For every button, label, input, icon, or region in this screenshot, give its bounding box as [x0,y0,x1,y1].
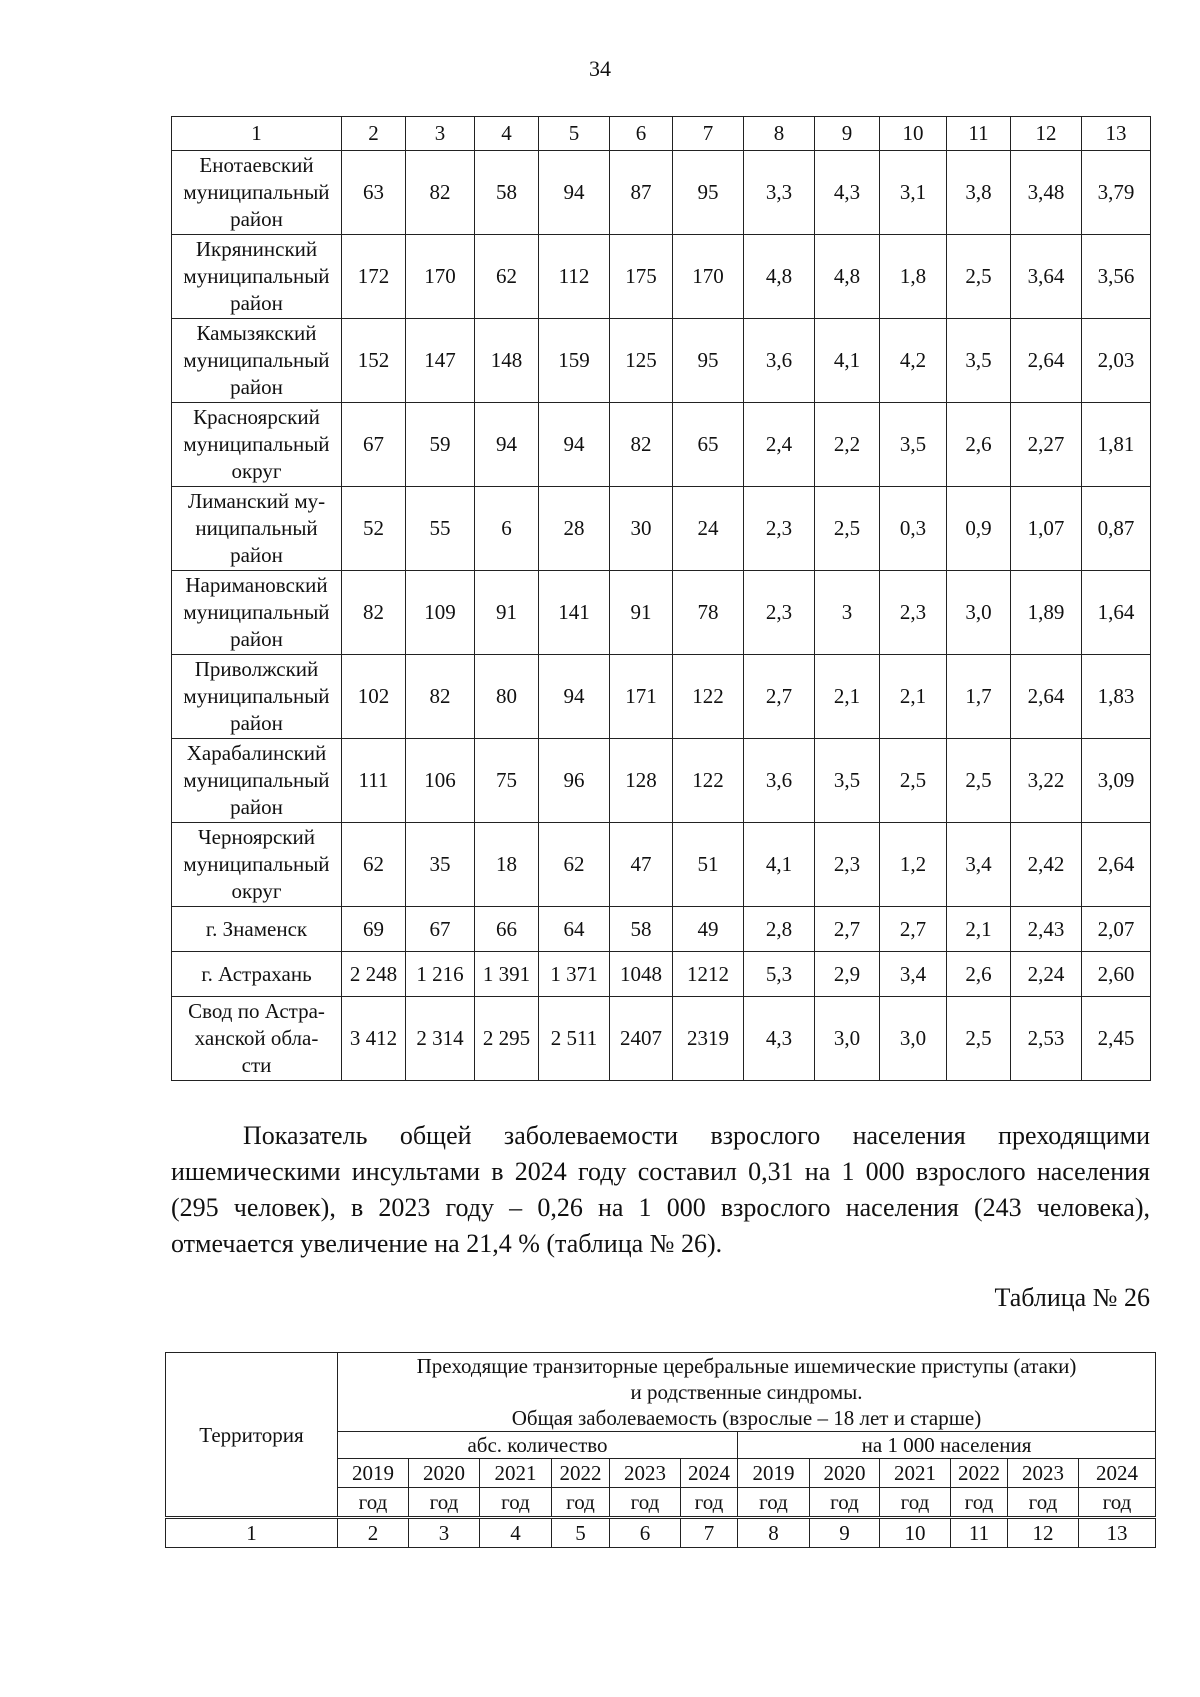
value-cell: 2,53 [1011,997,1082,1081]
value-cell: 65 [673,403,744,487]
value-cell: 2,1 [880,655,947,739]
table-title-line: Общая заболеваемость (взрослые – 18 лет и старше) [511,1406,982,1430]
value-cell: 122 [673,655,744,739]
column-number-cell: 9 [810,1518,880,1548]
table-title-line: Преходящие транзиторные церебральные ишемические приступы (атаки) [416,1354,1077,1378]
value-cell: 4,8 [744,235,815,319]
territory-name-line: район [230,543,283,567]
column-number-cell: 11 [947,117,1011,151]
year-cell: 2021 [880,1459,951,1488]
value-cell: 2 511 [539,997,610,1081]
value-cell: 2,27 [1011,403,1082,487]
year-suffix-cell: год [338,1488,409,1518]
value-cell: 2,60 [1082,952,1151,997]
value-cell: 3,3 [744,151,815,235]
value-cell: 152 [342,319,406,403]
value-cell: 171 [610,655,673,739]
value-cell: 1,81 [1082,403,1151,487]
year-suffix-cell: год [738,1488,810,1518]
territory-name-line: Приволжский [194,657,319,681]
year-cell: 2023 [610,1459,681,1488]
value-cell: 148 [475,319,539,403]
column-number-cell: 8 [738,1518,810,1548]
column-number-cell: 2 [338,1518,409,1548]
year-suffix-cell: год [552,1488,610,1518]
value-cell: 2,7 [744,655,815,739]
value-cell: 55 [406,487,475,571]
year-cell: 2019 [338,1459,409,1488]
territory-name-cell [172,151,342,235]
year-cell: 2019 [738,1459,810,1488]
body-paragraph: Показатель общей заболеваемости взрослого населения преходящими ишемическими инсультами в 2024 году составил 0,31 на 1 000 взрослого населения (295 человек), в 2023 году – 0,26 на 1 000 взрослого населения (243 человека), отмечается увеличение на 21,4 % (таблица № 26). [171,1121,1150,1258]
year-suffix-cell: год [1008,1488,1079,1518]
value-cell: 82 [610,403,673,487]
value-cell: 94 [475,403,539,487]
column-number-cell: 10 [880,1518,951,1548]
territory-name-cell [172,739,342,823]
value-cell: 94 [539,151,610,235]
territory-name-line: сти [241,1053,272,1077]
value-cell: 47 [610,823,673,907]
value-cell: 2,1 [947,907,1011,952]
value-cell: 2,64 [1011,655,1082,739]
column-number-cell: 13 [1082,117,1151,151]
column-number-cell: 13 [1079,1518,1156,1548]
table-title-cell [338,1353,1156,1432]
year-cell: 2022 [552,1459,610,1488]
value-cell: 4,1 [815,319,880,403]
value-cell: 2,3 [815,823,880,907]
territory-name-line: Лиманский му- [187,489,326,513]
year-suffix-cell: год [810,1488,880,1518]
table-title-line: и родственные синдромы. [630,1380,863,1404]
column-number-cell: 4 [480,1518,552,1548]
value-cell: 67 [406,907,475,952]
value-cell: 1,2 [880,823,947,907]
value-cell: 1,8 [880,235,947,319]
territory-name-cell [172,235,342,319]
value-cell: 94 [539,403,610,487]
value-cell: 3,5 [815,739,880,823]
year-cell: 2024 [1079,1459,1156,1488]
value-cell: 30 [610,487,673,571]
territory-name-line: г. Знаменск [205,916,308,941]
year-suffix-cell: год [880,1488,951,1518]
value-cell: 2,3 [744,487,815,571]
value-cell: 3,4 [880,952,947,997]
value-cell: 4,1 [744,823,815,907]
value-cell: 102 [342,655,406,739]
value-cell: 52 [342,487,406,571]
value-cell: 96 [539,739,610,823]
value-cell: 58 [610,907,673,952]
territory-name-line: район [230,627,283,651]
value-cell: 3,0 [815,997,880,1081]
value-cell: 2,42 [1011,823,1082,907]
value-cell: 62 [539,823,610,907]
table-row [172,571,1151,655]
column-number-cell: 9 [815,117,880,151]
incidence-table-continued [171,116,1151,1081]
territory-name-line: Наримановский [185,573,328,597]
territory-name-line: муниципальный [183,600,330,624]
value-cell: 3,79 [1082,151,1151,235]
value-cell: 2,3 [744,571,815,655]
territory-name-line: Харабалинский [186,741,327,765]
column-number-cell: 3 [409,1518,480,1548]
value-cell: 2,5 [815,487,880,571]
value-cell: 1 216 [406,952,475,997]
territory-name-line: Черноярский [198,825,315,849]
value-cell: 2,64 [1082,823,1151,907]
value-cell: 64 [539,907,610,952]
tia-incidence-table [165,1352,1156,1548]
territory-name-line: Енотаевский [199,153,314,177]
territory-name-line: округ [231,459,282,483]
territory-name-line: район [230,711,283,735]
value-cell: 3,5 [947,319,1011,403]
value-cell: 2,43 [1011,907,1082,952]
value-cell: 3,0 [947,571,1011,655]
value-cell: 2,7 [815,907,880,952]
territory-name-line: район [230,207,283,231]
value-cell: 80 [475,655,539,739]
value-cell: 3,56 [1082,235,1151,319]
value-cell: 2,4 [744,403,815,487]
value-cell: 1 371 [539,952,610,997]
year-suffix-cell: год [610,1488,681,1518]
value-cell: 1212 [673,952,744,997]
value-cell: 1,7 [947,655,1011,739]
value-cell: 51 [673,823,744,907]
value-cell: 91 [610,571,673,655]
territory-name-line: муниципальный [183,264,330,288]
value-cell: 3,0 [880,997,947,1081]
value-cell: 4,3 [815,151,880,235]
value-cell: 170 [406,235,475,319]
value-cell: 159 [539,319,610,403]
column-number-cell: 2 [342,117,406,151]
territory-name-line: муниципальный [183,852,330,876]
value-cell: 1,83 [1082,655,1151,739]
value-cell: 3 412 [342,997,406,1081]
value-cell: 2 314 [406,997,475,1081]
year-suffix-cell: год [1079,1488,1156,1518]
value-cell: 172 [342,235,406,319]
value-cell: 2,24 [1011,952,1082,997]
value-cell: 3,4 [947,823,1011,907]
value-cell: 3,1 [880,151,947,235]
year-suffix-cell: год [681,1488,738,1518]
value-cell: 4,8 [815,235,880,319]
value-cell: 82 [406,655,475,739]
year-cell: 2023 [1008,1459,1079,1488]
column-number-cell: 10 [880,117,947,151]
territory-name-cell [172,571,342,655]
value-cell: 3 [815,571,880,655]
page-number: 34 [589,56,611,81]
value-cell: 3,09 [1082,739,1151,823]
column-number-cell: 7 [673,117,744,151]
value-cell: 58 [475,151,539,235]
territory-name-line: Камызякский [196,321,317,345]
territory-header: Территория [166,1353,338,1518]
territory-name-line: Красноярский [193,405,320,429]
value-cell: 0,3 [880,487,947,571]
value-cell: 147 [406,319,475,403]
value-cell: 2 295 [475,997,539,1081]
value-cell: 109 [406,571,475,655]
column-number-row [166,1518,1156,1548]
table-row [172,952,1151,997]
table-row [172,487,1151,571]
year-cell: 2022 [951,1459,1008,1488]
value-cell: 82 [342,571,406,655]
value-cell: 62 [475,235,539,319]
value-cell: 0,9 [947,487,1011,571]
value-cell: 69 [342,907,406,952]
value-cell: 94 [539,655,610,739]
value-cell: 112 [539,235,610,319]
value-cell: 0,87 [1082,487,1151,571]
territory-name-cell [172,907,342,952]
value-cell: 2,03 [1082,319,1151,403]
value-cell: 2,2 [815,403,880,487]
value-cell: 49 [673,907,744,952]
table-row [172,739,1151,823]
territory-name-line: округ [231,879,282,903]
value-cell: 78 [673,571,744,655]
year-cell: 2020 [810,1459,880,1488]
table-row [172,235,1151,319]
value-cell: 141 [539,571,610,655]
territory-name-line: муниципальный [183,180,330,204]
column-number-cell: 12 [1011,117,1082,151]
value-cell: 3,6 [744,739,815,823]
value-cell: 2,5 [947,235,1011,319]
value-cell: 62 [342,823,406,907]
value-cell: 106 [406,739,475,823]
table-row [172,997,1151,1081]
value-cell: 125 [610,319,673,403]
value-cell: 6 [475,487,539,571]
territory-name-line: район [230,795,283,819]
territory-name-cell [172,655,342,739]
value-cell: 4,2 [880,319,947,403]
territory-name-line: г. Астрахань [201,961,312,986]
group-header-rate: на 1 000 населения [738,1432,1156,1459]
value-cell: 95 [673,151,744,235]
value-cell: 87 [610,151,673,235]
column-number-cell: 3 [406,117,475,151]
value-cell: 1,64 [1082,571,1151,655]
value-cell: 35 [406,823,475,907]
value-cell: 3,48 [1011,151,1082,235]
territory-name-cell [172,487,342,571]
value-cell: 122 [673,739,744,823]
territory-name-cell [172,952,342,997]
table-row [172,823,1151,907]
value-cell: 2,07 [1082,907,1151,952]
table-row [172,319,1151,403]
column-number-cell: 11 [951,1518,1008,1548]
territory-name-cell [172,997,342,1081]
value-cell: 170 [673,235,744,319]
territory-name-line: ниципальный [195,516,318,540]
value-cell: 2 248 [342,952,406,997]
year-suffix-cell: год [951,1488,1008,1518]
territory-name-line: муниципальный [183,432,330,456]
column-number-cell: 8 [744,117,815,151]
value-cell: 63 [342,151,406,235]
column-number-cell: 4 [475,117,539,151]
value-cell: 2,5 [880,739,947,823]
value-cell: 5,3 [744,952,815,997]
column-number-cell: 1 [166,1518,338,1548]
column-number-cell: 7 [681,1518,738,1548]
value-cell: 59 [406,403,475,487]
value-cell: 2,64 [1011,319,1082,403]
territory-name-cell [172,319,342,403]
value-cell: 3,6 [744,319,815,403]
value-cell: 3,5 [880,403,947,487]
column-number-cell: 12 [1008,1518,1079,1548]
year-cell: 2021 [480,1459,552,1488]
year-suffix-cell: год [409,1488,480,1518]
body-paragraph-block [171,1118,1150,1262]
territory-name-line: муниципальный [183,768,330,792]
value-cell: 4,3 [744,997,815,1081]
value-cell: 3,64 [1011,235,1082,319]
value-cell: 82 [406,151,475,235]
value-cell: 18 [475,823,539,907]
value-cell: 75 [475,739,539,823]
value-cell: 1 391 [475,952,539,997]
column-number-cell: 6 [610,1518,681,1548]
value-cell: 67 [342,403,406,487]
table-caption: Таблица № 26 [994,1283,1150,1312]
column-number-cell: 5 [552,1518,610,1548]
value-cell: 111 [342,739,406,823]
column-number-cell: 5 [539,117,610,151]
value-cell: 2407 [610,997,673,1081]
value-cell: 66 [475,907,539,952]
value-cell: 3,8 [947,151,1011,235]
value-cell: 2,3 [880,571,947,655]
value-cell: 95 [673,319,744,403]
territory-name-line: ханской обла- [194,1026,319,1050]
territory-name-line: Икрянинский [195,237,318,261]
table-row [172,655,1151,739]
value-cell: 28 [539,487,610,571]
value-cell: 2,7 [880,907,947,952]
value-cell: 2,6 [947,952,1011,997]
territory-name-line: муниципальный [183,348,330,372]
value-cell: 2,5 [947,739,1011,823]
value-cell: 2,5 [947,997,1011,1081]
value-cell: 2,1 [815,655,880,739]
value-cell: 2,9 [815,952,880,997]
territory-name-line: муниципальный [183,684,330,708]
value-cell: 91 [475,571,539,655]
value-cell: 2,6 [947,403,1011,487]
territory-name-cell [172,823,342,907]
table-row [172,907,1151,952]
value-cell: 24 [673,487,744,571]
table-row [172,151,1151,235]
territory-name-line: район [230,291,283,315]
value-cell: 2,8 [744,907,815,952]
year-cell: 2020 [409,1459,480,1488]
territory-name-line: район [230,375,283,399]
year-cell: 2024 [681,1459,738,1488]
column-number-cell: 6 [610,117,673,151]
value-cell: 2,45 [1082,997,1151,1081]
value-cell: 1,89 [1011,571,1082,655]
group-header-absolute: абс. количество [338,1432,738,1459]
column-number-row [172,117,1151,151]
value-cell: 2319 [673,997,744,1081]
value-cell: 128 [610,739,673,823]
year-suffix-cell: год [480,1488,552,1518]
value-cell: 1048 [610,952,673,997]
column-number-cell: 1 [172,117,342,151]
territory-name-line: Свод по Астра- [188,999,325,1023]
value-cell: 175 [610,235,673,319]
table-row [172,403,1151,487]
value-cell: 3,22 [1011,739,1082,823]
value-cell: 1,07 [1011,487,1082,571]
territory-name-cell [172,403,342,487]
